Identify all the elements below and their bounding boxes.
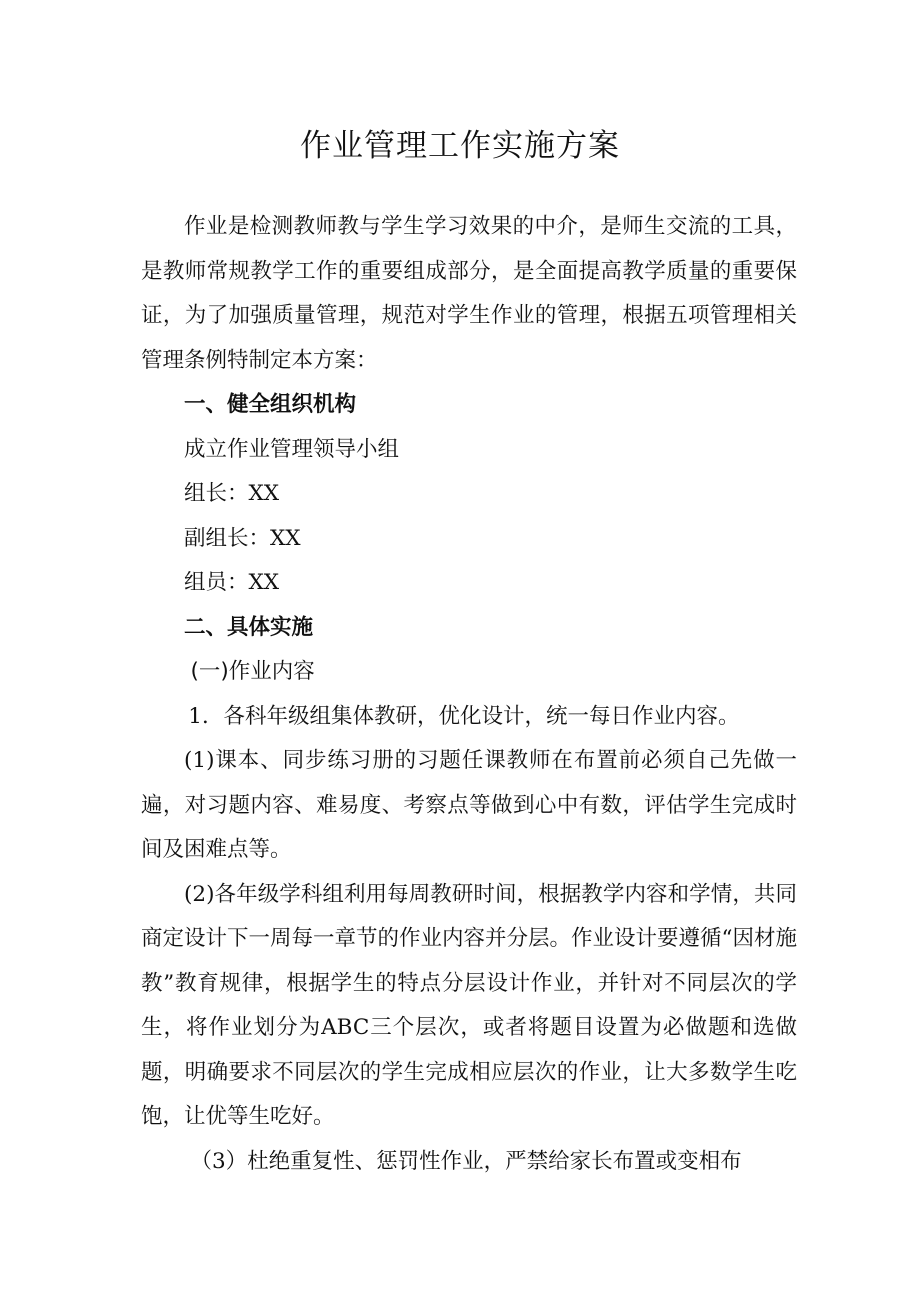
section-2-heading: 二、具体实施	[184, 614, 314, 640]
leadership-group-line: 成立作业管理领导小组	[184, 436, 400, 462]
deputy-leader-line: 副组长：XX	[184, 525, 301, 551]
paragraph-2: (2)各年级学科组利用每周教研时间，根据教学内容和学情，共同商定设计下一周每一章节的作业内容并分层。作业设计要遵循“因材施教”教育规律，根据学生的特点分层设计作业，并针对不同层次的学生，将作业划分为ABC三个层次，或者将题目设置为必做题和选做题，明确要求不同层次的学生完成相应层次的作业，让大多数学生吃饱，让优等生吃好。	[141, 881, 797, 1129]
group-member-line: 组员：XX	[184, 570, 280, 595]
subsection-1-heading: (一)作业内容	[190, 659, 315, 684]
document-body	[141, 205, 797, 1184]
section-1-heading: 一、健全组织机构	[184, 392, 357, 417]
document-title: 作业管理工作实施方案	[300, 128, 620, 164]
paragraph-3: （3）杜绝重复性、惩罚性作业，严禁给家长布置或变相布	[190, 1148, 742, 1174]
paragraph-1: (1)课本、同步练习册的习题任课教师在布置前必须自己先做一遍，对习题内容、难易度、考察点等做到心中有数，评估学生完成时间及困难点等。	[141, 748, 797, 862]
group-leader-line: 组长：XX	[184, 481, 280, 506]
intro-paragraph: 作业是检测教师教与学生学习效果的中介，是师生交流的工具，是教师常规教学工作的重要组成部分，是全面提高教学质量的重要保证，为了加强质量管理，规范对学生作业的管理，根据五项管理相关管理条例特制定本方案：	[141, 214, 797, 373]
item-1: 1．各科年级组集体教研，优化设计，统一每日作业内容。	[188, 703, 740, 729]
